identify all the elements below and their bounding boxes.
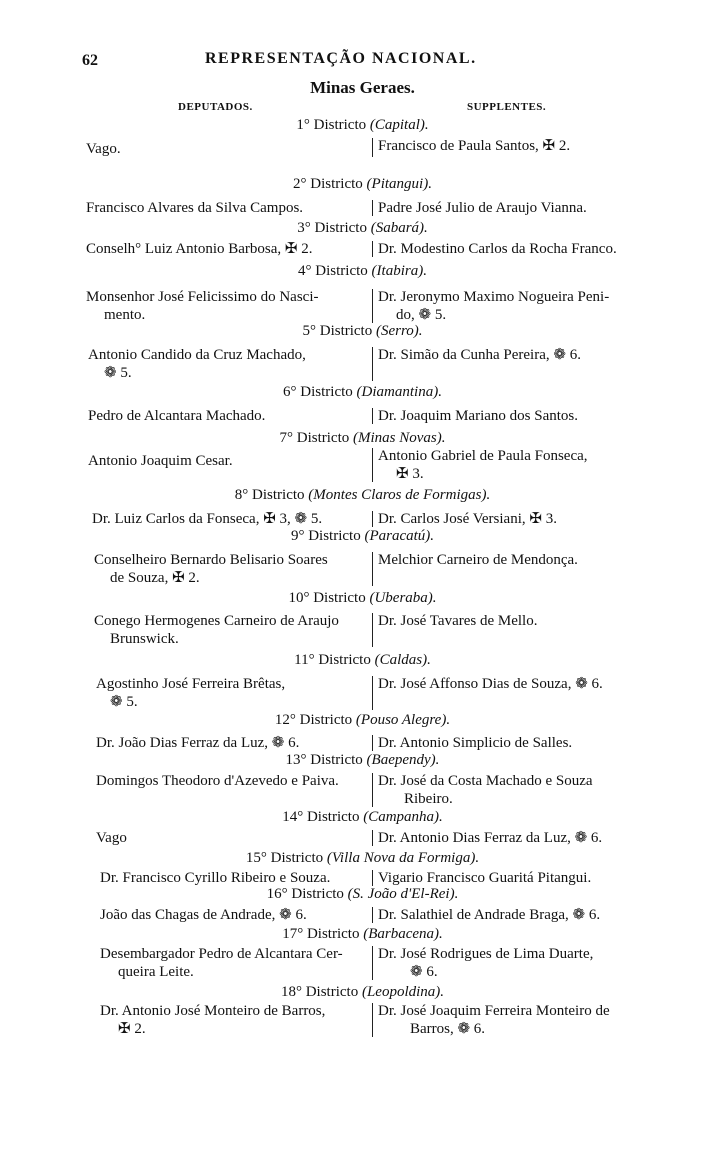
district-place: (Serro).	[375, 323, 423, 339]
district-place: (Leopoldina).	[361, 984, 445, 1000]
district-place: (Sabará).	[370, 220, 428, 236]
deputado-entry: Pedro de Alcantara Machado.	[88, 408, 266, 424]
district-heading	[0, 809, 725, 826]
district-heading	[0, 850, 725, 867]
supplente-entry: Dr. José Rodrigues de Lima Duarte,	[378, 946, 594, 962]
deputado-entry: Vago	[96, 830, 127, 846]
supplente-entry: Dr. José Affonso Dias de Souza, ❁ 6.	[378, 676, 603, 692]
supplente-entry: Dr. Modestino Carlos da Rocha Franco.	[378, 241, 617, 257]
supplente-entry: Barros, ❁ 6.	[410, 1021, 486, 1037]
column-divider	[372, 241, 373, 257]
district-heading	[0, 752, 725, 769]
supplente-entry: Dr. Simão da Cunha Pereira, ❁ 6.	[378, 347, 581, 363]
district-number: 3° Districto	[297, 220, 371, 236]
column-divider	[372, 138, 373, 157]
deputado-entry: queira Leite.	[118, 964, 194, 980]
supplente-entry: Padre José Julio de Araujo Vianna.	[378, 200, 587, 216]
supplente-entry: Dr. Carlos José Versiani, ✠ 3.	[378, 511, 557, 527]
deputado-entry: Agostinho José Ferreira Brêtas,	[96, 676, 286, 692]
district-number: 14° Districto	[282, 809, 364, 825]
district-number: 1° Districto	[296, 117, 370, 133]
supplente-entry: Dr. Antonio Dias Ferraz da Luz, ❁ 6.	[378, 830, 603, 846]
district-heading	[0, 528, 725, 545]
district-number: 4° Districto	[298, 263, 372, 279]
supplente-entry: Dr. José da Costa Machado e Souza	[378, 773, 593, 789]
supplente-entry: Antonio Gabriel de Paula Fonseca,	[378, 448, 588, 464]
supplente-entry: Dr. Jeronymo Maximo Nogueira Peni-	[378, 289, 610, 305]
district-heading	[0, 220, 725, 237]
district-place: (Paracatú).	[364, 528, 435, 544]
column-divider	[372, 773, 373, 807]
deputado-entry: Dr. João Dias Ferraz da Luz, ❁ 6.	[96, 735, 300, 751]
deputado-entry: Conego Hermogenes Carneiro de Araujo	[94, 613, 339, 629]
district-heading	[0, 176, 725, 193]
district-heading	[0, 487, 725, 504]
district-heading	[0, 926, 725, 943]
district-heading	[0, 117, 725, 134]
supplente-entry: do, ❁ 5.	[396, 307, 447, 323]
district-place: (Campanha).	[363, 809, 443, 825]
district-heading	[0, 263, 725, 280]
district-number: 7° Districto	[279, 430, 353, 446]
supplente-entry: Dr. José Joaquim Ferreira Monteiro de	[378, 1003, 610, 1019]
deputado-entry: Conselh° Luiz Antonio Barbosa, ✠ 2.	[86, 241, 313, 257]
district-place: (Pouso Alegre).	[355, 712, 451, 728]
district-place: (Diamantina).	[356, 384, 442, 400]
district-number: 13° Districto	[285, 752, 367, 768]
district-heading	[0, 323, 725, 340]
supplente-entry: Francisco de Paula Santos, ✠ 2.	[378, 138, 571, 154]
district-heading	[0, 430, 725, 447]
district-number: 9° Districto	[290, 528, 365, 544]
district-heading	[0, 886, 725, 903]
column-divider	[372, 676, 373, 710]
deputado-entry: Domingos Theodoro d'Azevedo e Paiva.	[96, 773, 339, 789]
column-divider	[372, 408, 373, 424]
deputado-entry: Dr. Francisco Cyrillo Ribeiro e Souza.	[100, 870, 331, 886]
column-divider	[372, 511, 373, 527]
district-number: 18° Districto	[280, 984, 362, 1000]
supplente-entry: ✠ 3.	[396, 466, 424, 482]
district-place: (Montes Claros de Formigas).	[308, 487, 491, 503]
deputado-entry: de Souza, ✠ 2.	[110, 570, 200, 586]
supplente-entry: ❁ 6.	[410, 964, 438, 980]
supplente-entry: Dr. Antonio Simplicio de Salles.	[378, 735, 573, 751]
supplente-entry: Melchior Carneiro de Mendonça.	[378, 552, 578, 568]
deputado-entry: Vago.	[86, 141, 121, 157]
page-number: 62	[82, 52, 98, 69]
district-number: 12° Districto	[274, 712, 356, 728]
district-place: (Barbacena).	[363, 926, 443, 942]
column-divider	[372, 552, 373, 586]
supplente-entry: Dr. José Tavares de Mello.	[378, 613, 538, 629]
district-heading	[0, 712, 725, 729]
column-divider	[372, 200, 373, 216]
supplente-entry: Ribeiro.	[404, 791, 453, 807]
deputado-entry: Dr. Luiz Carlos da Fonseca, ✠ 3, ❁ 5.	[92, 511, 323, 527]
column-header-deputados: DEPUTADOS.	[178, 101, 253, 113]
supplente-entry: Vigario Francisco Guaritá Pitangui.	[378, 870, 592, 886]
district-number: 11° Districto	[294, 652, 375, 668]
column-divider	[372, 448, 373, 482]
region-title: Minas Geraes.	[310, 78, 415, 97]
deputado-entry: mento.	[104, 307, 146, 323]
district-place: (Capital).	[369, 117, 429, 133]
column-divider	[372, 907, 373, 923]
district-number: 6° Districto	[283, 384, 357, 400]
district-place: (Caldas).	[374, 652, 431, 668]
column-divider	[372, 735, 373, 751]
deputado-entry: Antonio Candido da Cruz Machado,	[88, 347, 306, 363]
page-title: REPRESENTAÇÃO NACIONAL.	[205, 50, 477, 67]
supplente-entry: Dr. Joaquim Mariano dos Santos.	[378, 408, 578, 424]
deputado-entry: Monsenhor José Felicissimo do Nasci-	[86, 289, 319, 305]
district-heading	[0, 984, 725, 1001]
deputado-entry: Conselheiro Bernardo Belisario Soares	[94, 552, 328, 568]
district-heading	[0, 384, 725, 401]
deputado-entry: ✠ 2.	[118, 1021, 146, 1037]
district-number: 5° Districto	[302, 323, 376, 339]
deputado-entry: Brunswick.	[110, 631, 179, 647]
district-place: (Villa Nova da Formiga).	[326, 850, 480, 866]
district-number: 2° Districto	[293, 176, 367, 192]
district-number: 16° Districto	[266, 886, 348, 902]
column-divider	[372, 347, 373, 381]
column-divider	[372, 870, 373, 886]
district-place: (Itabira).	[371, 263, 427, 279]
district-place: (Minas Novas).	[353, 430, 446, 446]
supplente-entry: Dr. Salathiel de Andrade Braga, ❁ 6.	[378, 907, 601, 923]
deputado-entry: Desembargador Pedro de Alcantara Cer-	[100, 946, 343, 962]
deputado-entry: Antonio Joaquim Cesar.	[88, 453, 233, 469]
district-heading	[0, 652, 725, 669]
deputado-entry: ❁ 5.	[110, 694, 138, 710]
column-divider	[372, 830, 373, 846]
district-number: 17° Districto	[282, 926, 364, 942]
district-place: (Uberaba).	[369, 590, 437, 606]
district-number: 15° Districto	[245, 850, 327, 866]
column-divider	[372, 613, 373, 647]
column-header-supplentes: SUPPLENTES.	[467, 101, 547, 113]
district-place: (S. João d'El-Rei).	[347, 886, 459, 902]
district-number: 8° Districto	[234, 487, 309, 503]
district-place: (Pitangui).	[366, 176, 432, 192]
district-number: 10° Districto	[288, 590, 370, 606]
column-divider	[372, 289, 373, 323]
deputado-entry: Francisco Alvares da Silva Campos.	[86, 200, 304, 216]
deputado-entry: João das Chagas de Andrade, ❁ 6.	[100, 907, 307, 923]
deputado-entry: Dr. Antonio José Monteiro de Barros,	[100, 1003, 326, 1019]
column-divider	[372, 1003, 373, 1037]
district-heading	[0, 590, 725, 607]
column-divider	[372, 946, 373, 980]
deputado-entry: ❁ 5.	[104, 365, 132, 381]
district-place: (Baependy).	[366, 752, 440, 768]
